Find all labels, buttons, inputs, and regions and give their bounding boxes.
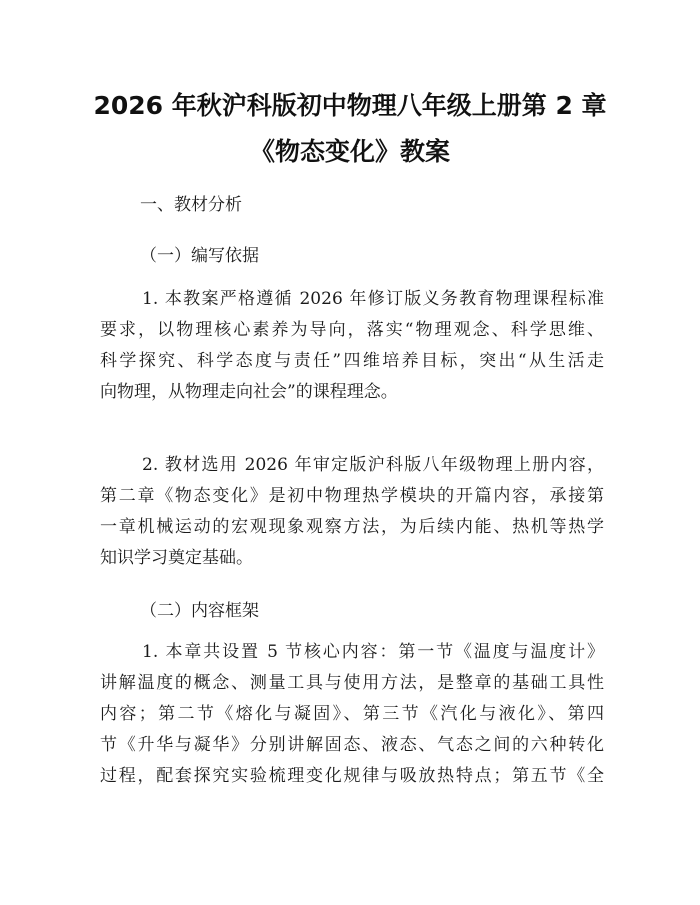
paragraph-line: 节《升华与凝华》分别讲解固态、液态、气态之间的六种转化 (100, 735, 604, 755)
paragraph-line: 要求，以物理核心素养为导向，落实“物理观念、科学思维、 (100, 320, 604, 340)
document-title-line-1: 2026 年秋沪科版初中物理八年级上册第 2 章 (93, 91, 607, 120)
paragraph-line: 第二章《物态变化》是初中物理热学模块的开篇内容，承接第 (100, 486, 604, 506)
paragraph-line: 讲解温度的概念、测量工具与使用方法，是整章的基础工具性 (100, 673, 604, 693)
paragraph-line: 内容；第二节《熔化与凝固》、第三节《汽化与液化》、第四 (100, 704, 604, 724)
paragraph-chapter-structure (100, 637, 604, 792)
paragraph-line: 1. 本教案严格遵循 2026 年修订版义务教育物理课程标准 (142, 289, 604, 309)
subsection-heading-content-framework: （二）内容框架 (140, 601, 259, 621)
paragraph-line: 向物理，从物理走向社会”的课程理念。 (100, 382, 398, 402)
paragraph-line: 科学探究、科学态度与责任”四维培养目标，突出“从生活走 (100, 351, 604, 371)
document-title-line-2: 《物态变化》教案 (249, 137, 450, 166)
paragraph-curriculum-standard (100, 284, 604, 408)
subsection-heading-writing-basis: （一）编写依据 (140, 246, 259, 266)
paragraph-line: 2. 教材选用 2026 年审定版沪科版八年级物理上册内容， (142, 455, 604, 475)
paragraph-line: 1. 本章共设置 5 节核心内容：第一节《温度与温度计》 (142, 642, 604, 662)
paragraph-textbook-selection (100, 450, 604, 574)
paragraph-line: 过程，配套探究实验梳理变化规律与吸放热特点；第五节《全 (100, 766, 604, 786)
paragraph-line: 一章机械运动的宏观现象观察方法，为后续内能、热机等热学 (100, 517, 604, 537)
section-heading-textbook-analysis: 一、教材分析 (140, 195, 242, 215)
paragraph-line: 知识学习奠定基础。 (100, 548, 253, 568)
